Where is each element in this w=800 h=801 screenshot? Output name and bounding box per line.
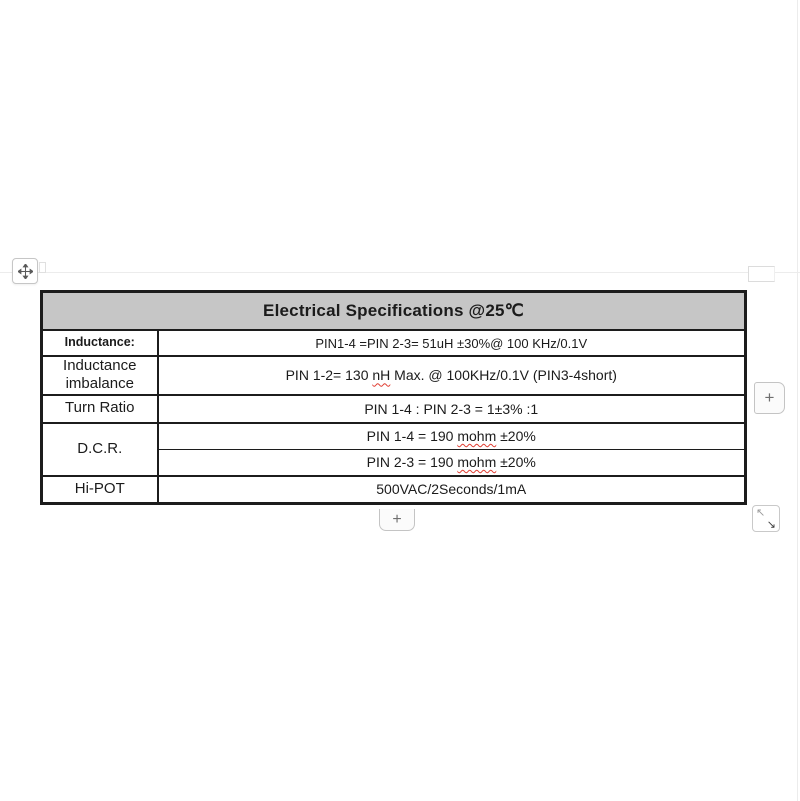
table-resize-handle[interactable]	[752, 505, 780, 532]
value-text: PIN 1-2= 130	[285, 367, 373, 384]
table-row	[42, 395, 746, 423]
ruler-corner-marker	[748, 266, 775, 282]
value-text: PIN 2-3 = 190	[366, 454, 458, 471]
value-text: Max. @ 100KHz/0.1V (PIN3-4short)	[390, 367, 617, 384]
page-guide-horizontal-line	[0, 272, 800, 273]
page-guide-vertical-line	[797, 0, 798, 801]
value-text: ±20%	[496, 454, 536, 471]
row-value-dcr-2[interactable]	[158, 449, 746, 476]
row-value-turn-ratio[interactable]: PIN 1-4 : PIN 2-3 = 1±3% :1	[158, 395, 746, 423]
table-move-handle[interactable]	[12, 258, 38, 284]
spellcheck-flagged-word: mohm	[457, 428, 497, 445]
table-title[interactable]: Electrical Specifications @25℃	[42, 292, 746, 331]
plus-icon: +	[764, 388, 775, 407]
spellcheck-flagged-word: nH	[372, 367, 391, 384]
table-row	[42, 292, 746, 331]
row-label-hipot[interactable]: Hi-POT	[42, 476, 158, 504]
resize-arrow-up-left-icon: ↖	[756, 507, 766, 519]
row-value-inductance[interactable]: PIN1-4 =PIN 2-3= 51uH ±30%@ 100 KHz/0.1V	[158, 330, 746, 356]
value-text: ±20%	[496, 428, 536, 445]
value-text: PIN 1-4 = 190	[366, 428, 458, 445]
row-value-hipot[interactable]: 500VAC/2Seconds/1mA	[158, 476, 746, 504]
resize-arrow-down-right-icon: ↘	[766, 519, 776, 531]
add-column-button[interactable]	[754, 382, 785, 414]
row-label-dcr[interactable]: D.C.R.	[42, 423, 158, 476]
row-value-inductance-imbalance[interactable]	[158, 356, 746, 395]
row-label-inductance[interactable]: Inductance:	[42, 330, 158, 356]
ruler-column-marker	[39, 262, 46, 273]
table-row	[42, 423, 746, 450]
electrical-specifications-table	[40, 290, 747, 505]
add-row-button[interactable]	[379, 509, 415, 531]
row-value-dcr-1[interactable]	[158, 423, 746, 450]
table-row	[42, 476, 746, 504]
row-label-inductance-imbalance[interactable]: Inductance imbalance	[42, 356, 158, 395]
spellcheck-flagged-word: mohm	[457, 454, 497, 471]
move-cross-icon	[18, 264, 33, 279]
table-row	[42, 356, 746, 395]
table-row	[42, 330, 746, 356]
plus-icon: +	[392, 510, 402, 528]
row-label-turn-ratio[interactable]: Turn Ratio	[42, 395, 158, 423]
